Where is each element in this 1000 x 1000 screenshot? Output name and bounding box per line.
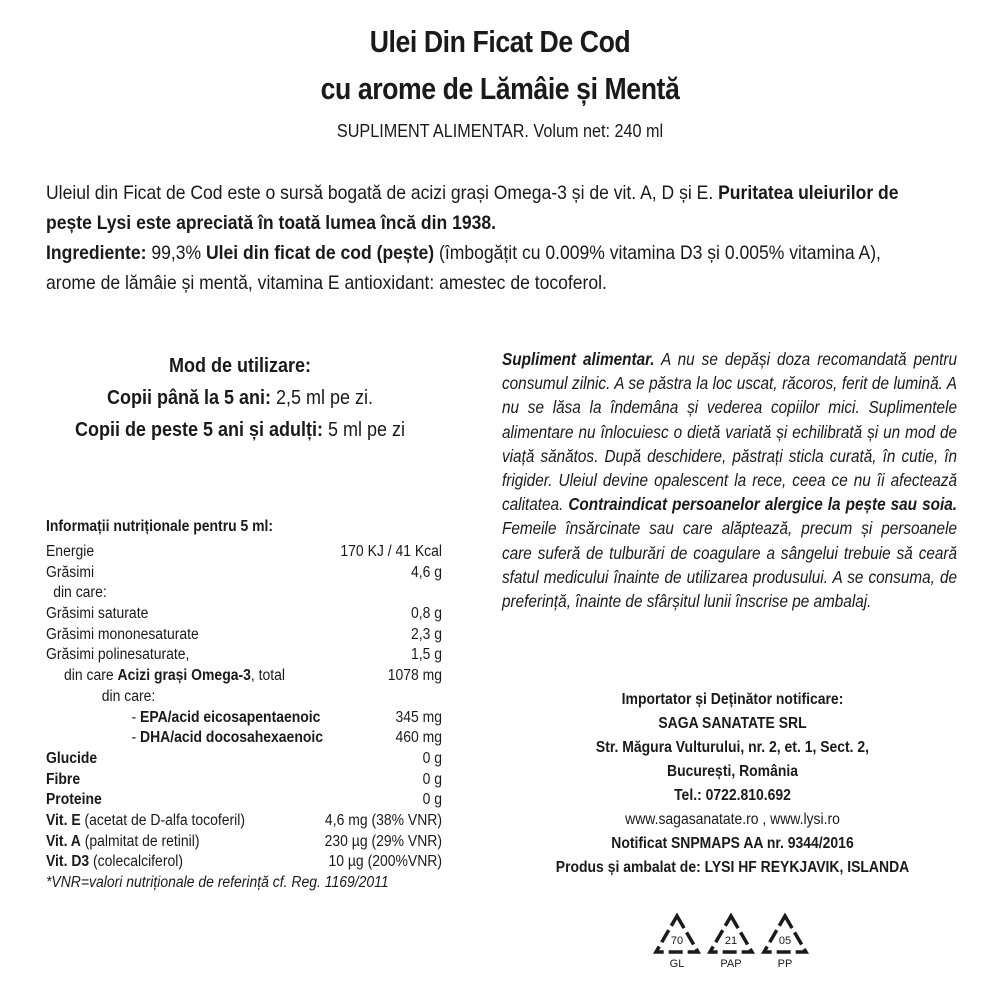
usage-line-children-under5 <box>60 382 420 414</box>
recycle-code: 70 <box>670 935 684 947</box>
nutrition-label: Proteine <box>46 791 102 809</box>
nutrition-title: Informații nutriționale pentru 5 ml: <box>46 518 274 535</box>
nutrition-label: din care: <box>53 584 107 602</box>
nutrition-value: 345 mg <box>395 708 442 726</box>
nutrition-label: Fibre <box>46 770 81 788</box>
epa-label: EPA/acid eicosapentaenoic <box>140 708 321 726</box>
importer-block <box>523 688 942 880</box>
nutrition-value: 460 mg <box>395 729 442 747</box>
importer-websites: www.sagasanatate.ro , www.lysi.ro <box>625 811 840 828</box>
nutrition-row-epa <box>46 708 442 729</box>
nutrition-row-fat <box>46 563 442 584</box>
importer-city: București, România <box>666 763 799 780</box>
dha-label: DHA/acid docosahexaenoic <box>140 729 324 747</box>
importer-heading: Importator și Deținător notificare: <box>621 691 844 708</box>
vitamin-desc: (acetat de D-alfa tocoferil) <box>84 811 246 829</box>
nutrition-value: 0,8 g <box>410 605 442 623</box>
warning-text: A nu se depăși doza recomandată pentru consumul zilnic. A se păstra la loc uscat, răcoros, ferit de lumină. A nu se lăsa la îndemâna și vederea copiilor mici. Suplimentele alimentare nu înlocuiesc o dietă variată și echilibrată și un mod de viață sănătos. După deschidere, păstrați sticla curată, în cutie, în frigider. Uleiul devine opalescent la rece, ceea ce nu îi afectează calitatea. <box>502 349 958 515</box>
nutrition-row-of-which-2 <box>46 687 442 708</box>
usage-heading: Mod de utilizare: <box>168 355 312 377</box>
warning-text-2: Femeile însărcinate sau care alăptează, precum și persoanele care suferă de tulburări de coagulare a sângelui trebuie să ceară sfatul medicului înainte de utilizarea produsului. A se consuma, de preferință, înainte de sfârșitul lunii înscrise pe ambalaj. <box>502 518 957 612</box>
nutrition-label <box>46 832 200 853</box>
recycle-code: 21 <box>724 935 738 947</box>
producer-line: Produs și ambalat de: LYSI HF REYKJAVIK, ISLANDA <box>555 859 910 876</box>
usage-value: 5 ml pe zi <box>328 419 406 441</box>
recycle-label: PAP <box>720 958 742 970</box>
nutrition-row-vit-d3 <box>46 852 442 873</box>
nutrition-label <box>132 708 321 729</box>
nutrition-row-energy <box>46 542 442 563</box>
importer-address: Str. Măgura Vulturului, nr. 2, et. 1, Sect. 2, <box>595 739 870 756</box>
dash: - <box>131 708 137 726</box>
nutrition-label: din care: <box>101 687 156 705</box>
ingredients-main: Ulei din ficat de cod (pește) <box>205 242 435 264</box>
ingredients-rest: (îmbogățit cu 0.009% vitamina D3 și 0.005% vitamina A), arome de lămâie și mentă, vitamina E antioxidant: amestec de tocoferol. <box>46 242 881 294</box>
vitamin-desc: (palmitat de retinil) <box>84 832 200 850</box>
nutrition-row-vit-a <box>46 832 442 853</box>
nutrition-label: Grăsimi mononesaturate <box>46 625 199 643</box>
nutrition-label <box>46 811 245 832</box>
nutrition-value: 2,3 g <box>410 625 442 643</box>
nutrition-label <box>64 666 285 687</box>
nutrition-value: 10 µg (200%VNR) <box>328 853 442 871</box>
importer-company: SAGA SANATATE SRL <box>658 715 807 732</box>
nutrition-table <box>46 518 442 894</box>
nutrition-label: Grăsimi <box>46 563 95 581</box>
nutrition-row-fibre <box>46 770 442 791</box>
importer-notification: Notificat SNPMAPS AA nr. 9344/2016 <box>611 835 854 852</box>
intro-paragraph <box>46 178 910 298</box>
ingredients-percent: 99,3% <box>151 242 202 264</box>
nutrition-row-saturated <box>46 604 442 625</box>
nutrition-row-protein <box>46 790 442 811</box>
product-title-line1: Ulei Din Ficat De Cod <box>369 24 631 59</box>
recycle-glass-icon <box>652 912 702 970</box>
nutrition-row-omega3 <box>46 666 442 687</box>
vitamin-desc: (colecalciferol) <box>93 853 183 871</box>
product-title-line2: cu arome de Lămâie și Mentă <box>320 71 680 106</box>
recycle-pp-icon <box>760 912 810 970</box>
nutrition-label: Glucide <box>46 749 98 767</box>
nutrition-row-polyunsaturated <box>46 645 442 666</box>
product-subtitle: SUPLIMENT ALIMENTAR. Volum net: 240 ml <box>336 121 664 141</box>
nutrition-label: Energie <box>46 543 95 560</box>
nutrition-value: 230 µg (29% VNR) <box>324 832 442 850</box>
warning-paragraph <box>502 347 957 613</box>
nutrition-row-dha <box>46 728 442 749</box>
nutrition-row-carbs <box>46 749 442 770</box>
nutrition-value: 0 g <box>422 770 442 788</box>
nutrition-footnote: *VNR=valori nutriționale de referință cf. Reg. 1169/2011 <box>46 874 389 891</box>
omega-label: Acizi grași Omega-3 <box>117 667 251 685</box>
nutrition-label <box>46 852 183 873</box>
recycle-label: PP <box>777 958 793 970</box>
nutrition-value: 0 g <box>422 791 442 809</box>
nutrition-row-monounsaturated <box>46 625 442 646</box>
usage-label: Copii de peste 5 ani și adulți: <box>74 419 323 441</box>
nutrition-label: Grăsimi saturate <box>46 605 149 623</box>
usage-line-over5-adults <box>60 414 420 446</box>
vitamin-name: Vit. D3 <box>46 853 90 871</box>
dash: - <box>131 729 137 747</box>
nutrition-row-of-which <box>46 583 442 604</box>
recycle-code: 05 <box>778 935 792 947</box>
nutrition-value: 4,6 mg (38% VNR) <box>324 811 442 829</box>
ingredients-label: Ingrediente: <box>46 242 147 264</box>
omega-prefix: din care <box>64 667 114 685</box>
nutrition-value: 4,6 g <box>410 563 442 581</box>
intro-text: Uleiul din Ficat de Cod este o sursă bogată de acizi grași Omega-3 și de vit. A, D și E. <box>46 182 714 204</box>
nutrition-value: 170 KJ / 41 Kcal <box>340 543 442 560</box>
warning-contraindication: Contraindicat persoanelor alergice la pește sau soia. <box>568 494 957 515</box>
intro-purity-text: Puritatea uleiurilor de pește Lysi este apreciată în toată lumea încă din 1938. <box>46 182 899 234</box>
nutrition-label: Grăsimi polinesaturate, <box>46 646 190 664</box>
nutrition-label <box>132 728 324 749</box>
nutrition-value: 1,5 g <box>410 646 442 664</box>
usage-label: Copii până la 5 ani: <box>106 387 271 409</box>
usage-section <box>60 350 420 446</box>
recycle-label: GL <box>669 958 685 970</box>
nutrition-value: 1078 mg <box>387 667 442 685</box>
vitamin-name: Vit. A <box>46 832 81 850</box>
warning-heading: Supliment alimentar. <box>502 349 655 369</box>
usage-value: 2,5 ml pe zi. <box>276 387 374 409</box>
recycle-paper-icon <box>706 912 756 970</box>
nutrition-row-vit-e <box>46 811 442 832</box>
nutrition-value: 0 g <box>422 749 442 767</box>
omega-suffix: , total <box>250 667 286 685</box>
importer-phone: Tel.: 0722.810.692 <box>674 787 791 804</box>
vitamin-name: Vit. E <box>46 811 81 829</box>
